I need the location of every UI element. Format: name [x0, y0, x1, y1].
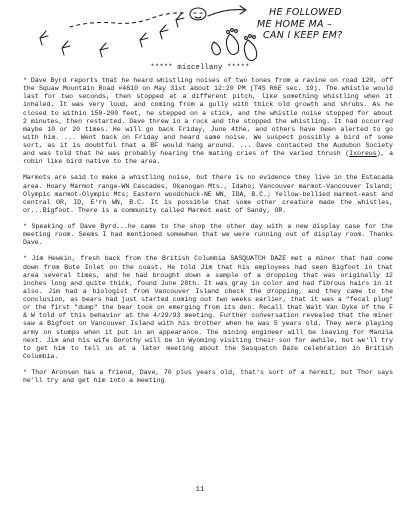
- paragraph: * Speaking of Dave Byrd...he came to the shop the other day with a new display case for the meeting room. Seems I had mentioned somewhen that we were running out of display room. Thanks Dave.: [23, 223, 393, 247]
- footprint-icon: [226, 34, 238, 55]
- bird-track-icon: [40, 31, 48, 45]
- bird-track-icon: [62, 41, 70, 55]
- footprint-icon: [244, 40, 256, 61]
- page-number: 11: [195, 486, 205, 494]
- paragraph: Marmots are said to make a whistling noise, but there is no evidence they live in the Estacada area. Hoary Marmot range-WN Cascades, Okanogan Mts., Idaho; Vancouver marmot-Vancouver Island; Olympic marmot-Olympic Mts; Eastern woodchuck-NE WN, IDA, B.C.; Yellow-bellied marmot-east and central OR, ID, E'rn WN, B.C. It is possible that some other creature made the whistles, or...Bigfoot. There is a community called Marmot east of Sandy, OR.: [23, 174, 393, 214]
- footprint-icon: [212, 42, 221, 55]
- article-body: [23, 77, 393, 393]
- paragraph: * Jim Hewkin, fresh back from the British Columbia SASQUATCH DAZE met a miner that had come down from Bute Inlet on the coast. He told Jim that his employees had seen Bigfoot in that area several times, and he had brought down a sample of a dropping that was originally 12 inches long and quite thick, found June 28th. It was gray in color and had fibrous hairs in it also. Jim had a biologist from Vancouver Island check the dropping, and they came to the conclusion, as bears had just started coming out two weeks earlier, that it was a "fecal plug" or the first "dump" the bear took on emerging from its den. Recall that Walt Van Dyke of the F & W told of this behavior at the 4/29/93 meeting. Further conversation revealed that the miner saw a Bigfoot on Vancouver Island with his brother when he was 5 years old. They were playing army on stumps when it put in an appearance. The mining engineer will be leaving for Manila next. Jim and his wife Dorothy will be in Wyoming visiting their son for awhile, but we'll try to get him to tell us at a later meeting about the Sasquatch Daze celebration in British Columbia.: [23, 255, 393, 360]
- arrow-icon: [208, 6, 246, 16]
- note-line: CAN I KEEP EM?: [263, 30, 343, 41]
- bird-track-icon: [140, 33, 148, 47]
- paragraph: * Dave Byrd reports that he heard whistling noises of two tones from a ravine on road 120, off the Squaw Mountain Road #4610 on May 31st about 12:20 PM (T4S R6E sec. 19). The whistle would last for two seconds, then stopped at a different pitch, like something whistling when it inhaled. It was very loud, and coming from a gully with thick old growth and shrubs. As he closed to within 150-200 feet, he stepped on a stick, and the whistle noise stopped for about 2 minutes, then restarted. Dave threw in a rock and the stopped the whistling. It had occurred maybe 10 or 20 times. He will go back Friday, June 4the, and others have been alerted to go with him. ... Went back on Friday and heard same noise. We suspect possibly a bird of some sort, as it is doubtful that a BF would hang around. ... Dave contacted the Audubon Society and was told that he was probably hearing the mating cries of the varied thrush (Ixoreus), a robin like bird native to the area.: [23, 77, 393, 166]
- note-line: ME HOME MA –: [257, 18, 333, 30]
- footprint-trail-icon: [70, 13, 185, 27]
- handwritten-note: [255, 7, 393, 42]
- note-line: HE FOLLOWED: [269, 7, 342, 18]
- species-name: Ixoreus: [349, 150, 377, 158]
- bird-track-icon: [176, 13, 184, 27]
- section-heading: ***** miscellany *****: [150, 64, 250, 72]
- bird-track-icon: [100, 43, 108, 57]
- bird-track-icon: [160, 25, 168, 39]
- paragraph: * Thor Aronsen has a friend, Dave, 70 plus years old, that's sort of a hermit, but Thor says he'll try and get him into a meeting: [23, 369, 393, 385]
